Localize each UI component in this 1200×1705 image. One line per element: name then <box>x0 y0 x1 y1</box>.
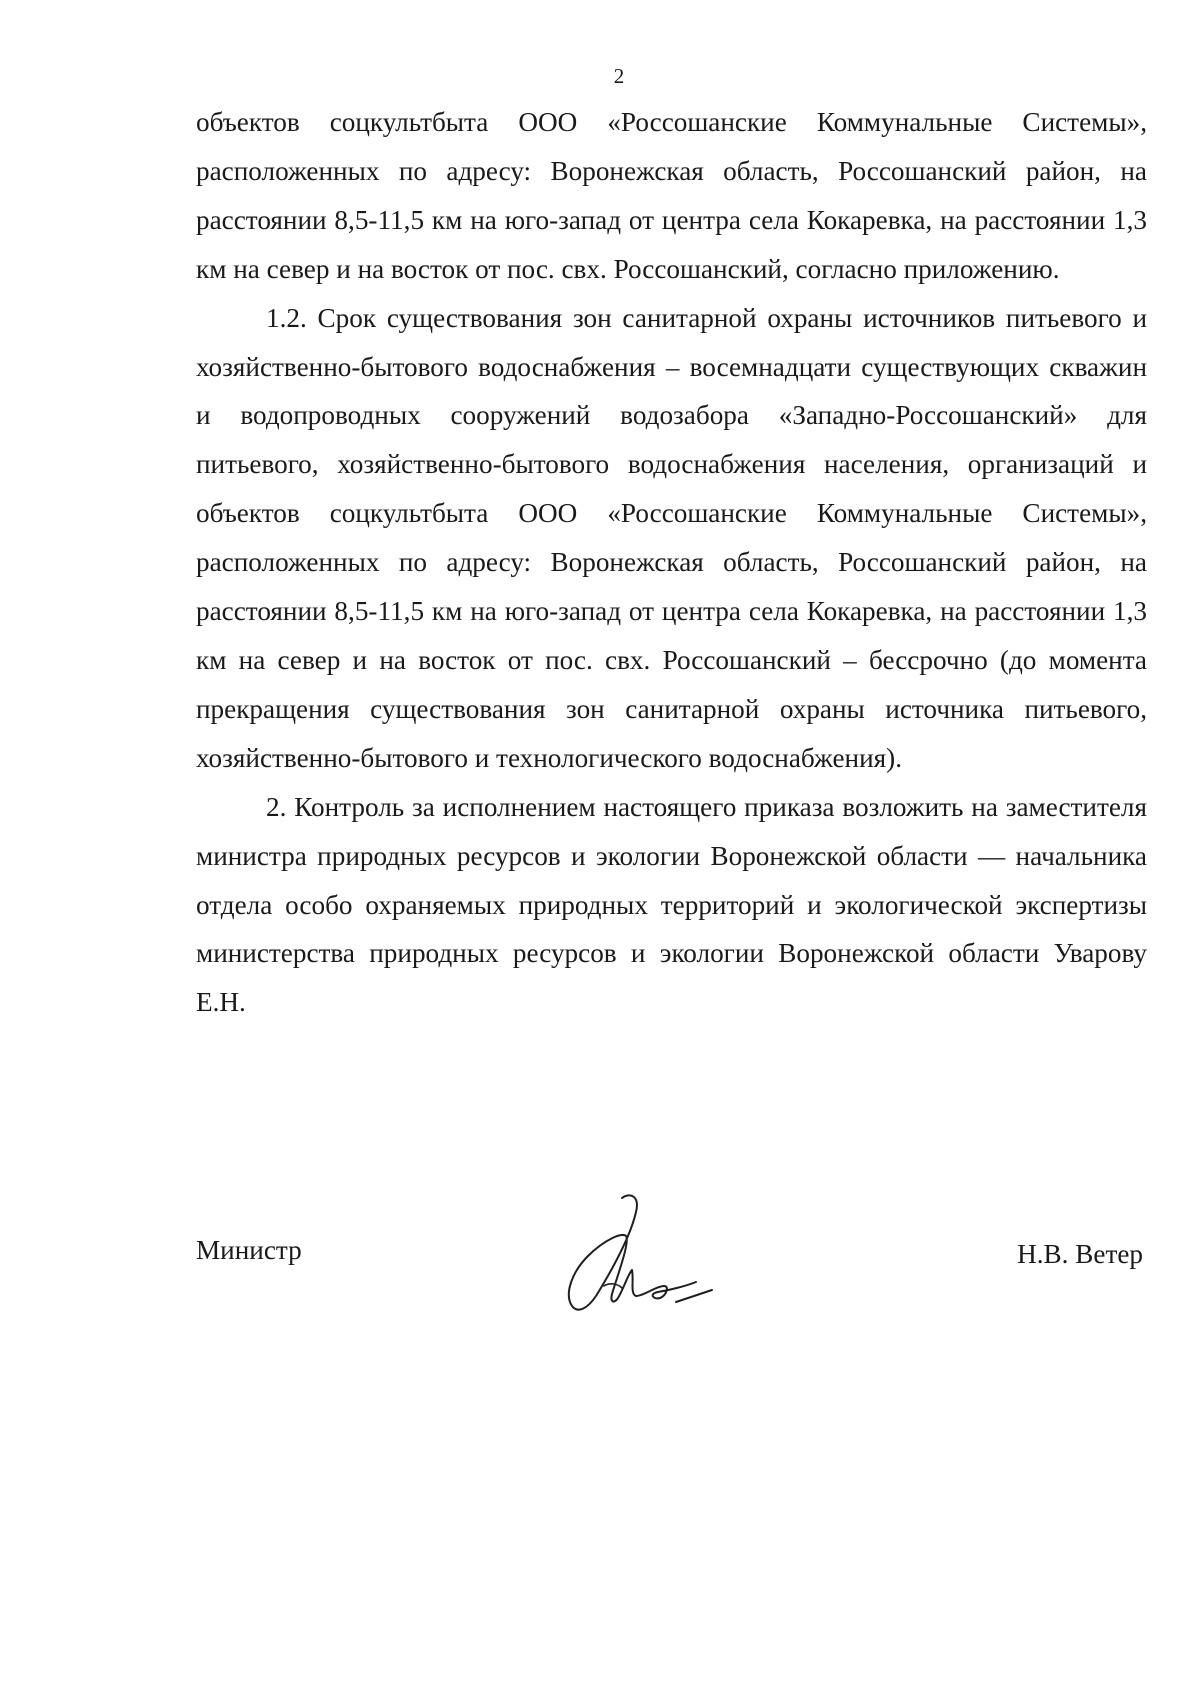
paragraph-1-2: 1.2. Срок существования зон санитарной охраны источников питьевого и хозяйственно-бытового водоснабжения – восемнадцати существующих скважин и водопроводных сооружений водозабора «Западно-Россошанский» для питьевого, хозяйственно-бытового водоснабжения населения, организаций и объектов соцкультбыта ООО «Россошанские Коммунальные Системы», расположенных по адресу: Воронежская область, Россошанский район, на расстоянии 8,5-11,5 км на юго-запад от центра села Кокаревка, на расстоянии 1,3 км на север и на восток от пос. свх. Россошанский – бессрочно (до момента прекращения существования зон санитарной охраны источника питьевого, хозяйственно-бытового и технологического водоснабжения). <box>196 302 1147 773</box>
paragraph-continuation: объектов соцкультбыта ООО «Россошанские Коммунальные Системы», расположенных по адресу: Воронежская область, Россошанский район, на расстоянии 8,5-11,5 км на юго-запад от центра села Кокаревка, на расстоянии 1,3 км на север и на восток от пос. свх. Россошанский, согласно приложению. <box>196 107 1147 284</box>
handwritten-signature <box>560 1190 730 1320</box>
signer-name: Н.В. Ветер <box>1017 1239 1143 1269</box>
page-number: 2 <box>613 64 625 88</box>
document-body <box>196 98 1147 1027</box>
signer-title: Министр <box>196 1235 302 1265</box>
paragraph-2: 2. Контроль за исполнением настоящего приказа возложить на заместителя министра природных ресурсов и экологии Воронежской области — начальника отдела особо охраняемых природных территорий и экологической экспертизы министерства природных ресурсов и экологии Воронежской области Уварову Е.Н. <box>196 791 1147 1018</box>
